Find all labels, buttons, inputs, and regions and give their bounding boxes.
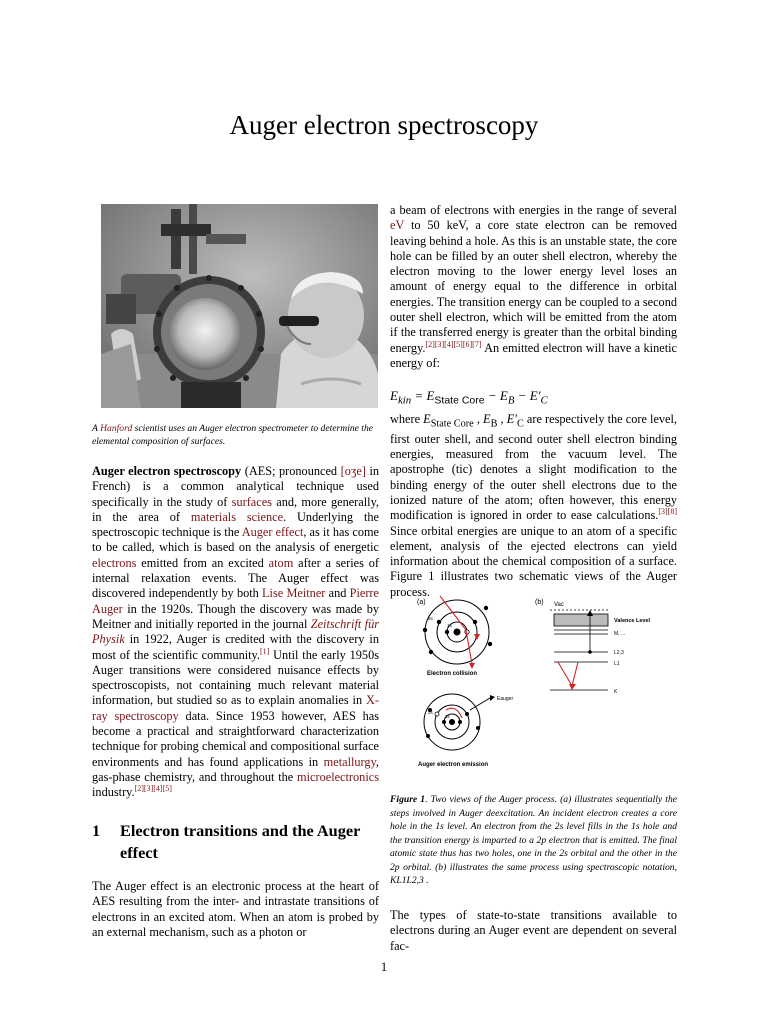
math-var: , E′: [497, 412, 517, 426]
m-label: M, ...: [614, 631, 626, 637]
text-run: An emitted electron will have a kinetic energy of:: [390, 340, 677, 370]
intro-paragraph: [92, 464, 379, 801]
section-number: 1: [92, 821, 101, 840]
photo-caption: [92, 422, 379, 449]
text-run: emitted from an excited: [136, 555, 269, 570]
page-number: 1: [380, 960, 388, 974]
valence-label: Valence Level: [614, 618, 651, 624]
section-title: Electron transitions and the Auger effect: [120, 821, 361, 862]
text-run: industry.: [92, 785, 135, 800]
eq-part: E: [390, 388, 398, 403]
metallurgy-link[interactable]: metallurgy: [323, 754, 376, 769]
k-label: K: [614, 689, 618, 695]
microelectronics-link[interactable]: microelectronics: [297, 769, 379, 784]
math-sub: State Core: [430, 418, 474, 430]
eq-part: − E: [484, 388, 508, 403]
atom-diagram-collision: [423, 596, 492, 677]
eq-sub: B: [507, 394, 515, 407]
text-run: a beam of electrons with energies in the range of several: [390, 203, 677, 217]
kinetic-energy-equation: [390, 388, 548, 407]
text-run: and, more generally, in the area of: [92, 494, 379, 524]
figure-caption-math: KL1L2,3: [390, 875, 424, 886]
electrons-link[interactable]: electrons: [92, 555, 137, 570]
lise-meitner-link[interactable]: Lise Meitner: [262, 586, 326, 601]
figure-caption: [390, 793, 677, 888]
text-run: in 1922, Auger is credited with the discovery in most of the scientific community.: [92, 632, 379, 662]
l23-label: L2,3: [614, 650, 624, 656]
math-var: , E: [473, 412, 491, 426]
l1-label: L1: [614, 661, 620, 667]
right-paragraph-3: [390, 908, 677, 954]
pierre-auger-link[interactable]: Pierre Auger: [92, 586, 379, 616]
figure-caption-label: Figure 1: [390, 794, 426, 805]
section-heading: [92, 820, 379, 864]
atom-link[interactable]: atom: [268, 555, 294, 570]
hanford-link[interactable]: Hanford: [100, 423, 133, 434]
auger-emission-label: Auger electron emission: [418, 762, 489, 768]
math-var: E: [423, 412, 431, 426]
text-run: Until the early 1950s Auger transitions were considered nuisance effects by spectroscopists, not containing much relevant material information, but studied so as to explain anomalies in: [92, 647, 379, 708]
section-text: The Auger effect is an electronic process at the heart of AES resulting from the inter- and intrastate transitions of electrons in an excited atom. When an atom is probed by an external mechanism, such as a photon or: [92, 879, 379, 939]
journal-link[interactable]: Zeitschrift für Physik: [92, 616, 380, 647]
pronunciation-link[interactable]: [oʒe]: [340, 464, 366, 478]
reference-1[interactable]: [1]: [259, 646, 270, 656]
section-paragraph: [92, 879, 379, 940]
text-run: are respectively the core level, first outer shell, and second outer shell electron binding energies, measured from the vacuum level. The apostrophe (tic) denotes a slight modification to the binding energy of the outer shell electrons due to the ionized nature of the atom; often however, this energy modification is ignored in order to ease calculations.: [390, 412, 677, 523]
orbital-label: 2s: [428, 616, 433, 621]
caption-suffix: scientist uses an Auger electron spectrometer to determine the elemental composition of surfaces.: [92, 423, 374, 448]
text-run: Since orbital energies are unique to an atom of a specific element, analysis of the ejected electrons can yield information about the chemical composition of a surface. Figure 1 illustrates two schematic views of the Auger process.: [390, 523, 677, 599]
text-run: to 50 keV, a core state electron can be removed leaving behind a hole. As this is an unstable state, the core hole can be filled by an outer shell electron, whereby the electron moving to the lower energy level loses an amount of energy equal to the difference in orbital energies. The transition energy can be coupled to a second outer shell electron, which will be emitted from the atom if the transferred energy is greater than the orbital binding energy.: [390, 218, 677, 355]
page-title: Auger electron spectroscopy: [229, 110, 539, 140]
reference-2-5[interactable]: [2][3][4][5]: [134, 784, 172, 794]
electron-collision-label: Electron collision: [427, 671, 478, 677]
materials-science-link[interactable]: materials science: [190, 509, 284, 524]
energy-level-diagram: [550, 602, 651, 695]
figure-caption-end: .: [423, 875, 429, 886]
vac-label: Vac: [554, 602, 564, 608]
right-paragraph-3-text: The types of state-to-state transitions available to electrons during an Auger event are dependent on several fac-: [390, 908, 677, 953]
ev-link[interactable]: eV: [390, 218, 405, 233]
text-run: in French) is a common analytical technique used specifically in the study of: [92, 464, 380, 509]
orbital-label: 1s: [445, 714, 450, 719]
reference-2-7[interactable]: [2][3][4][5][6][7]: [425, 339, 482, 349]
orbital-label: 2s: [428, 710, 433, 715]
text-run: (AES; pronounced: [241, 464, 341, 478]
eq-part: − E′: [514, 388, 541, 403]
intro-bold-term: Auger electron spectroscopy: [92, 464, 242, 478]
caption-prefix: A: [92, 423, 101, 434]
orbital-label: 1s: [447, 623, 452, 628]
text-run: after a series of internal relaxation events. The Auger effect was discovered independently by both: [92, 555, 379, 601]
panel-label-b: (b): [535, 599, 544, 606]
math-sub: C: [516, 418, 524, 430]
eq-sub: C: [540, 394, 548, 407]
text-run: in the 1920s. Though the discovery was made by Meitner and initially reported in the journal: [92, 601, 379, 631]
reference-3-8[interactable]: [3][8]: [658, 507, 677, 517]
text-run: where: [390, 412, 424, 426]
surfaces-link[interactable]: surfaces: [231, 494, 272, 509]
text-run: and: [325, 586, 350, 601]
right-paragraph-2: [390, 412, 677, 600]
eq-sub: State Core: [434, 394, 485, 407]
atom-diagram-emission: [418, 694, 513, 768]
math-sub: B: [490, 418, 498, 430]
text-run: data. Since 1953 however, AES has become a practical and straightforward characterization technique for probing chemical and compositional surface environments and has found applications in: [92, 708, 379, 769]
auger-process-figure: [400, 594, 680, 784]
figure-caption-text: . Two views of the Auger process. (a) illustrates sequentially the steps involved in Auger deexcitation. An incident electron creates a core hole in the 1s level. An electron from the 2s level fills in the 1s hole and the transition energy is imparted to a 2p electron that is emitted. The final atomic state thus has two holes, one in the 2s orbital and the other in the 2p orbital. (b) illustrates the same process using spectroscopic notation,: [390, 794, 678, 873]
panel-label-a: (a): [417, 599, 426, 606]
auger-effect-link[interactable]: Auger effect: [241, 525, 304, 540]
eq-sub: kin: [397, 394, 412, 407]
text-run: , gas-phase chemistry, and throughout the: [92, 754, 379, 784]
text-run: . Underlying the spectroscopic technique is the: [92, 509, 379, 540]
right-paragraph-1: [390, 203, 677, 371]
xray-spectroscopy-link[interactable]: X-ray spectroscopy: [92, 693, 379, 723]
eq-part: = E: [411, 388, 435, 403]
spectrometer-photo: [101, 204, 378, 408]
e-auger-label: Eauger: [497, 696, 514, 702]
text-run: , as it has come to be called, which is based on the analysis of energetic: [92, 525, 380, 555]
